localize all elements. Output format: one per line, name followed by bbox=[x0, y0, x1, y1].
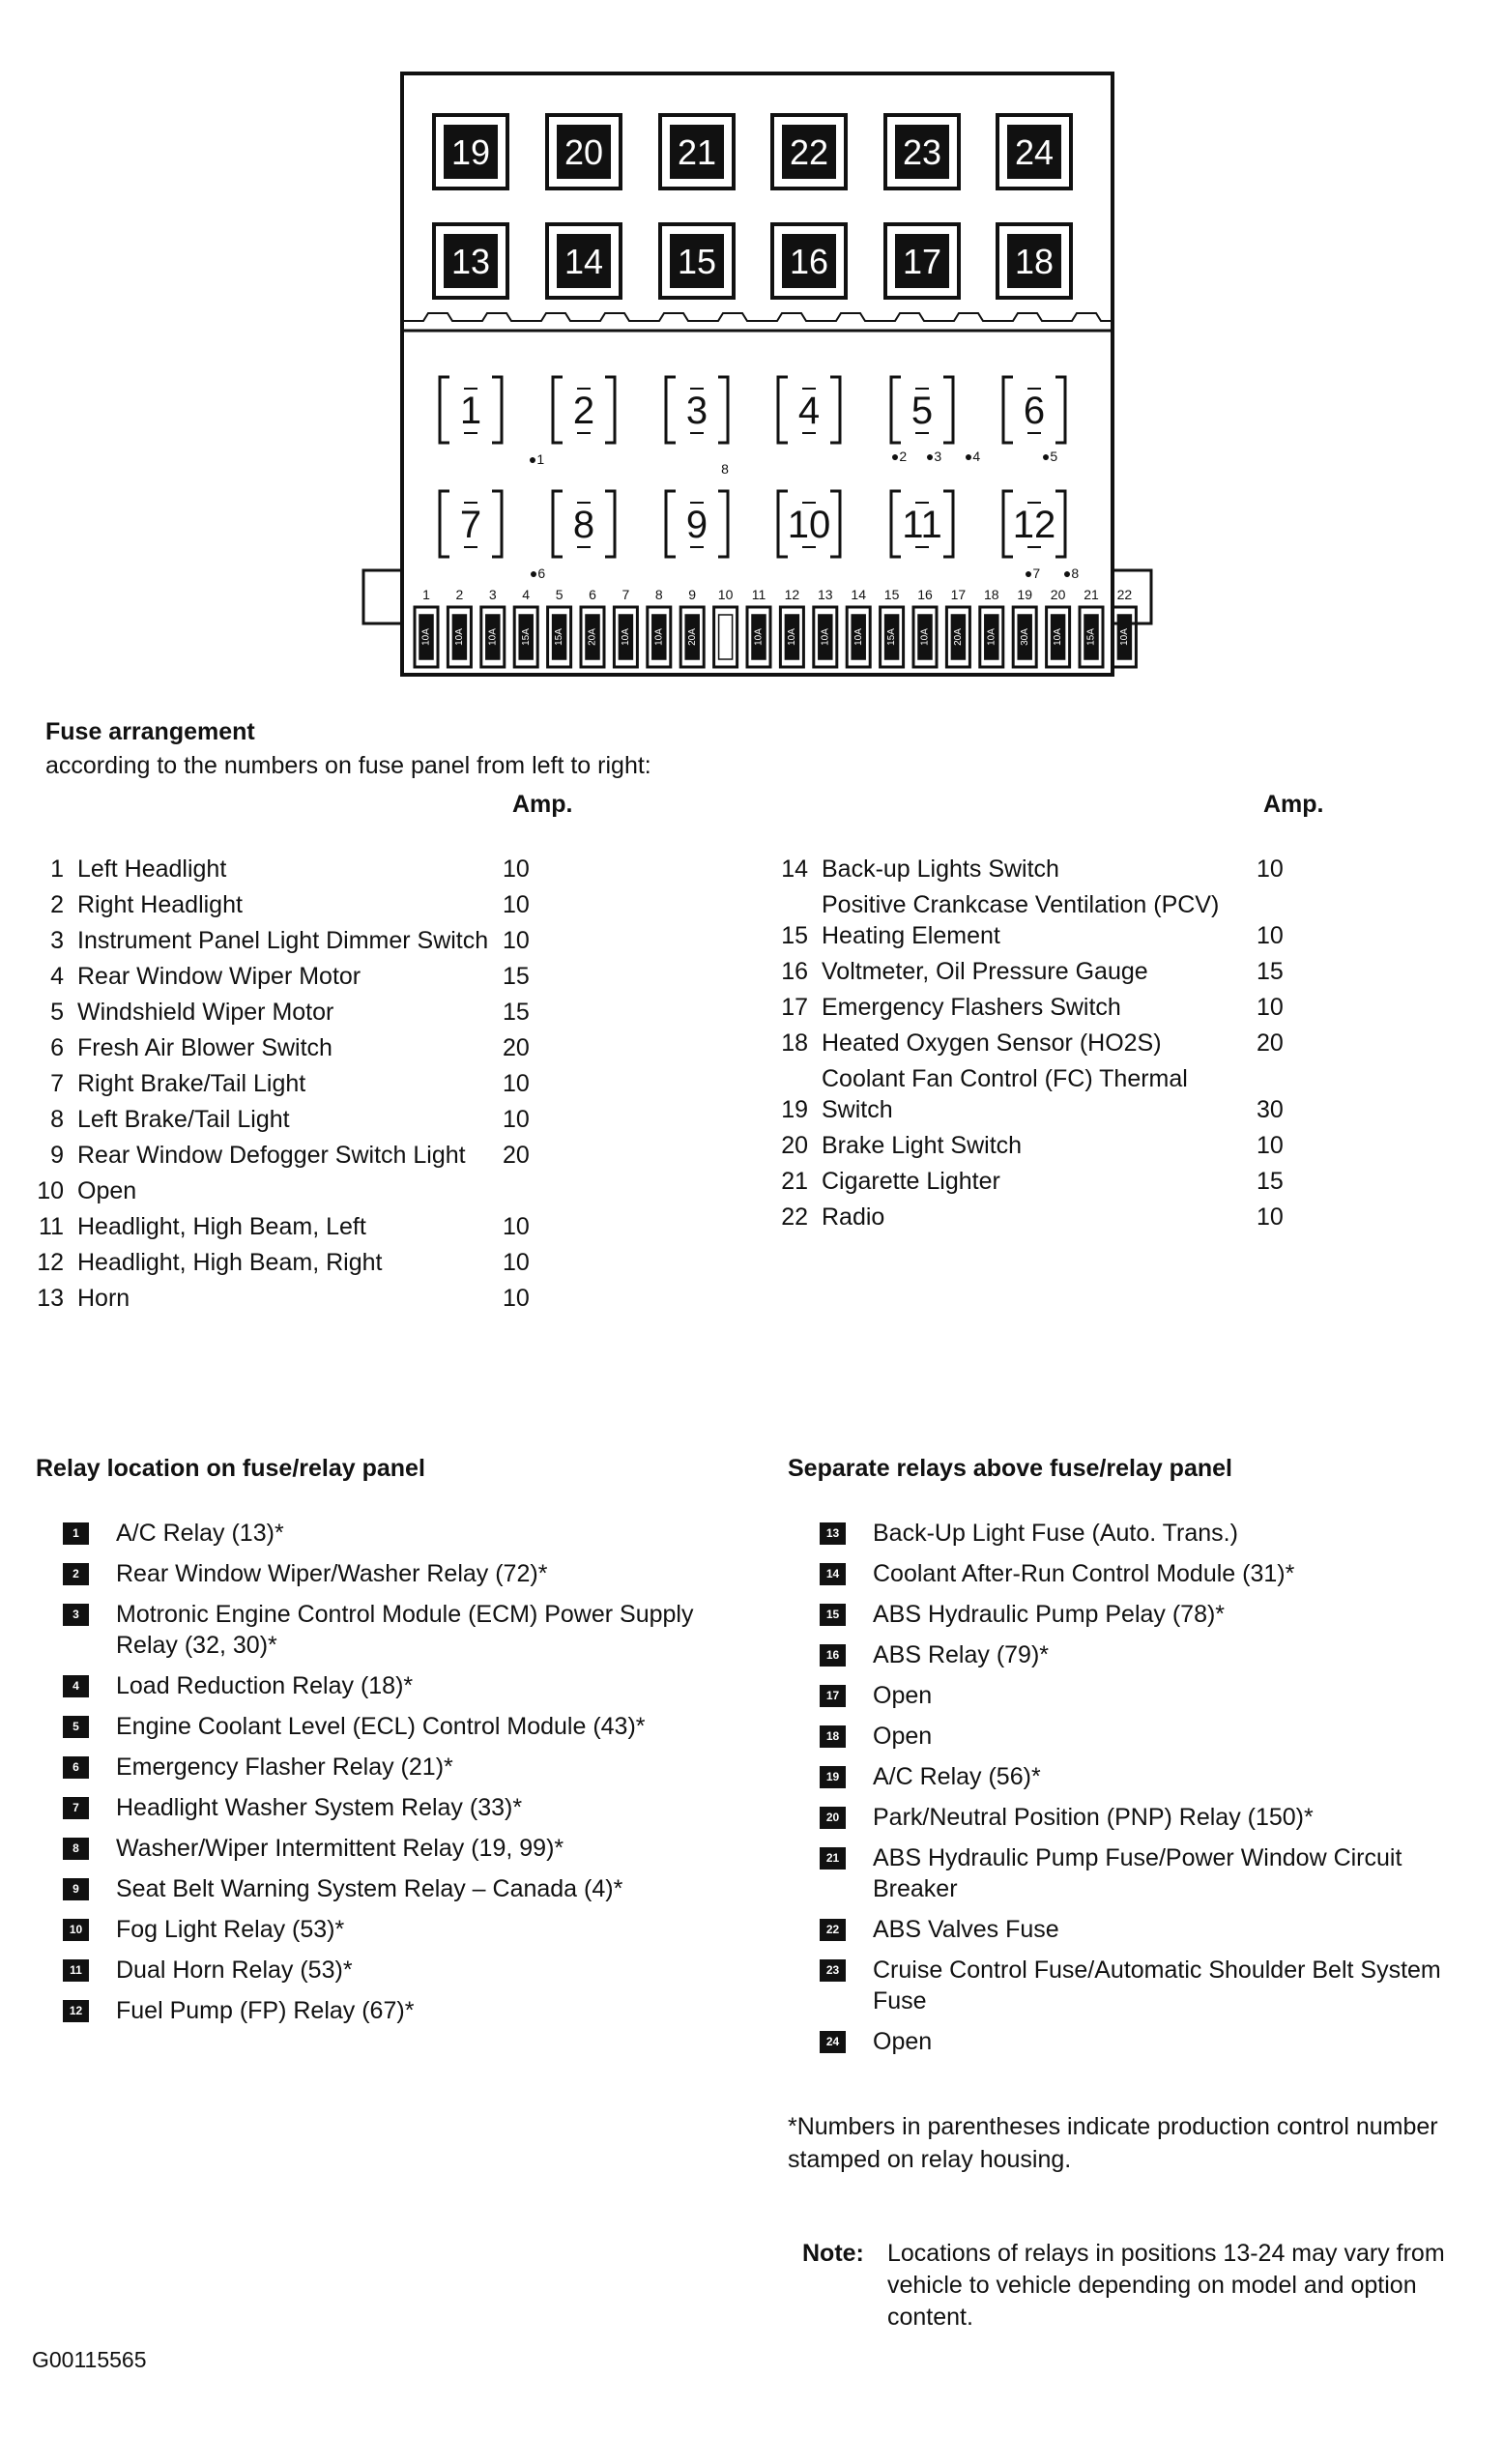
relay-mid1-number: 5 bbox=[910, 390, 934, 432]
relay-mid2-bracket-left bbox=[553, 491, 563, 557]
fuse-number: 8 bbox=[50, 1106, 64, 1133]
fuse-amperage: 10 bbox=[1257, 855, 1284, 883]
fuse-row bbox=[29, 1140, 561, 1171]
fuse-row bbox=[29, 889, 561, 920]
fuse-amperage: 15 bbox=[503, 963, 530, 990]
fuse-number: 16 bbox=[781, 958, 808, 985]
relay-item bbox=[820, 1639, 1472, 1670]
fuse-number: 18 bbox=[781, 1029, 808, 1057]
fuse-row bbox=[773, 956, 1315, 987]
fuse-slot-number: 5 bbox=[555, 587, 564, 602]
relay-mid2-bracket-left bbox=[666, 491, 676, 557]
relay-top-number: 24 bbox=[1014, 132, 1055, 172]
fuse-description: Heated Oxygen Sensor (HO2S) bbox=[822, 1029, 1162, 1057]
fuse-number: 10 bbox=[37, 1177, 64, 1204]
relay-description: Dual Horn Relay (53)* bbox=[116, 1957, 353, 1984]
fuse-description: Open bbox=[77, 1177, 137, 1204]
fuse-slot-number: 11 bbox=[751, 587, 766, 602]
fuse-rating: 10A bbox=[621, 628, 632, 646]
relay-mid2-bracket-right bbox=[492, 491, 502, 557]
relay-mid1-bracket-right bbox=[943, 377, 953, 443]
fuse-number: 11 bbox=[39, 1213, 64, 1240]
fuse-description: Coolant Fan Control (FC) Thermal Switch bbox=[822, 1065, 1188, 1123]
fuse-description: Headlight, High Beam, Left bbox=[77, 1213, 366, 1240]
relay-second-number: 16 bbox=[789, 242, 829, 281]
relay-item bbox=[820, 1761, 1472, 1792]
relay-second-number: 18 bbox=[1014, 242, 1055, 281]
fuse-rating: 20A bbox=[686, 628, 698, 646]
fuse-number: 7 bbox=[50, 1070, 64, 1097]
fuse-rating: 10A bbox=[454, 628, 466, 646]
fuse-amperage: 10 bbox=[1257, 1203, 1284, 1231]
dot-marker: ●4 bbox=[964, 449, 981, 464]
fuse-slot-number: 3 bbox=[488, 587, 497, 602]
relay-item bbox=[820, 1599, 1472, 1630]
relay-number-badge: 1 bbox=[63, 1522, 89, 1545]
fuse-panel-diagram bbox=[358, 68, 1189, 686]
relay-item bbox=[820, 1842, 1472, 1904]
relay-top-number: 21 bbox=[677, 132, 717, 172]
fuse-row bbox=[29, 854, 561, 884]
fuse-slot-number: 2 bbox=[455, 587, 464, 602]
relay-item bbox=[820, 1721, 1472, 1752]
fuse-row bbox=[773, 889, 1315, 951]
fuse-slot-number: 20 bbox=[1050, 587, 1066, 602]
relay-number-badge: 21 bbox=[820, 1847, 846, 1870]
fuse-amperage: 15 bbox=[1257, 1168, 1284, 1195]
relay-item bbox=[63, 1792, 715, 1823]
relay-mid1-bracket-right bbox=[605, 377, 615, 443]
fuse-row bbox=[29, 961, 561, 992]
relay-top-number: 22 bbox=[789, 132, 829, 172]
dot-marker: 8 bbox=[721, 461, 729, 477]
fuse-rating: 20A bbox=[953, 628, 965, 646]
fuse-rating: 10A bbox=[919, 628, 931, 646]
relay-top-number: 20 bbox=[564, 132, 604, 172]
relay-number-badge: 15 bbox=[820, 1604, 846, 1626]
fuse-row bbox=[29, 997, 561, 1028]
relay-number-badge: 24 bbox=[820, 2031, 846, 2053]
fuse-slot-number: 13 bbox=[818, 587, 833, 602]
fuse-description: Cigarette Lighter bbox=[822, 1168, 1000, 1195]
fuse-amperage: 10 bbox=[503, 1070, 530, 1097]
relay-number-badge: 12 bbox=[63, 2000, 89, 2022]
fuse-amperage: 10 bbox=[503, 1285, 530, 1312]
relay-number-badge: 6 bbox=[63, 1756, 89, 1779]
relay-mid2-bracket-left bbox=[1003, 491, 1013, 557]
relay-top-number: 23 bbox=[902, 132, 942, 172]
fuse-description: Horn bbox=[77, 1285, 130, 1312]
fuse-description: Emergency Flashers Switch bbox=[822, 994, 1121, 1021]
relay-second-number: 13 bbox=[450, 242, 491, 281]
fuse-arrangement-subtitle: according to the numbers on fuse panel from left to right: bbox=[45, 752, 651, 779]
relay-number-badge: 8 bbox=[63, 1838, 89, 1860]
fuse-row bbox=[29, 1211, 561, 1242]
fuse-number: 17 bbox=[781, 994, 808, 1021]
relay-description: Back-Up Light Fuse (Auto. Trans.) bbox=[873, 1520, 1238, 1547]
relay-mid2-number: 10 bbox=[787, 504, 831, 546]
fuse-slot-number: 16 bbox=[917, 587, 933, 602]
fuse-description: Left Brake/Tail Light bbox=[77, 1106, 290, 1133]
relay-description: Fuel Pump (FP) Relay (67)* bbox=[116, 1997, 415, 2024]
relay-mid2-number: 12 bbox=[1012, 504, 1056, 546]
relay-number-badge: 19 bbox=[820, 1766, 846, 1788]
fuse-number: 22 bbox=[781, 1203, 808, 1231]
fuse-rating: 15A bbox=[554, 628, 565, 646]
relay-item bbox=[820, 1914, 1472, 1945]
fuse-number: 6 bbox=[50, 1034, 64, 1061]
fuse-rating: 15A bbox=[520, 628, 532, 646]
fuse-row bbox=[29, 925, 561, 956]
fuse-amperage: 10 bbox=[503, 927, 530, 954]
fuse-amperage: 10 bbox=[503, 891, 530, 918]
fuse-amperage: 10 bbox=[1257, 994, 1284, 1021]
fuse-row bbox=[773, 1028, 1315, 1058]
relay-description: Engine Coolant Level (ECL) Control Module (43)* bbox=[116, 1713, 646, 1740]
relay-description: Park/Neutral Position (PNP) Relay (150)* bbox=[873, 1804, 1314, 1831]
fuse-rating: 10A bbox=[787, 628, 798, 646]
fuse-rating: 10A bbox=[986, 628, 997, 646]
fuse-amperage: 20 bbox=[503, 1034, 530, 1061]
separate-relays-title: Separate relays above fuse/relay panel bbox=[788, 1455, 1232, 1482]
relay-item bbox=[820, 1518, 1472, 1549]
note-text: Locations of relays in positions 13-24 may vary from vehicle to vehicle depending on model and option content. bbox=[887, 2240, 1445, 2331]
relay-mid1-number: 4 bbox=[797, 390, 821, 432]
fuse-number: 15 bbox=[781, 922, 808, 949]
fuse-slot-number: 9 bbox=[688, 587, 697, 602]
fuse-description: Fresh Air Blower Switch bbox=[77, 1034, 332, 1061]
fuse-number: 9 bbox=[50, 1142, 64, 1169]
fuse-number: 20 bbox=[781, 1132, 808, 1159]
fuse-amperage: 10 bbox=[503, 855, 530, 883]
fuse-row bbox=[29, 1175, 561, 1206]
fuse-amperage: 15 bbox=[1257, 958, 1284, 985]
fuse-slot-number: 10 bbox=[717, 587, 734, 602]
fuse-number: 19 bbox=[781, 1096, 808, 1123]
fuse-description: Instrument Panel Light Dimmer Switch bbox=[77, 927, 489, 954]
relay-mid1-bracket-left bbox=[553, 377, 563, 443]
fuse-slot-number: 4 bbox=[522, 587, 531, 602]
fuse-description: Voltmeter, Oil Pressure Gauge bbox=[822, 958, 1148, 985]
relay-description: Cruise Control Fuse/Automatic Shoulder Belt System Fuse bbox=[873, 1957, 1441, 2015]
dot-marker: ●1 bbox=[528, 451, 545, 467]
relay-item bbox=[63, 1599, 715, 1661]
fuse-amperage: 10 bbox=[503, 1106, 530, 1133]
figure-code: G00115565 bbox=[32, 2347, 147, 2372]
relay-mid1-bracket-right bbox=[718, 377, 728, 443]
relay-item bbox=[63, 1955, 715, 1986]
relay-number-badge: 16 bbox=[820, 1644, 846, 1667]
relay-mid2-number: 7 bbox=[459, 504, 482, 546]
relay-description: ABS Hydraulic Pump Fuse/Power Window Circuit Breaker bbox=[873, 1844, 1402, 1902]
relay-item bbox=[820, 2026, 1472, 2057]
fuse-rating: 10A bbox=[753, 628, 765, 646]
fuse-rating: 10A bbox=[653, 628, 665, 646]
fuse-row bbox=[773, 1130, 1315, 1161]
relay-mid2-bracket-left bbox=[440, 491, 449, 557]
relay-second-number: 14 bbox=[564, 242, 604, 281]
relay-mid1-bracket-left bbox=[778, 377, 788, 443]
fuse-number: 21 bbox=[781, 1168, 808, 1195]
fuse-row bbox=[29, 1104, 561, 1135]
relay-location-list bbox=[63, 1518, 715, 2036]
fuse-row bbox=[773, 1063, 1315, 1125]
relay-mid2-bracket-left bbox=[778, 491, 788, 557]
relay-description: Open bbox=[873, 1682, 933, 1709]
relay-item bbox=[63, 1558, 715, 1589]
dot-marker: ●3 bbox=[925, 449, 942, 464]
fuse-number: 14 bbox=[781, 855, 808, 883]
fuse-slot-number: 14 bbox=[851, 587, 866, 602]
relay-second-number: 15 bbox=[677, 242, 717, 281]
relay-item bbox=[820, 1955, 1472, 2016]
relay-second-number: 17 bbox=[902, 242, 942, 281]
relay-mid2-bracket-right bbox=[718, 491, 728, 557]
relay-mid1-bracket-right bbox=[492, 377, 502, 443]
fuse-arrangement-title: Fuse arrangement bbox=[45, 718, 255, 745]
relay-description: A/C Relay (56)* bbox=[873, 1763, 1041, 1790]
fuse-description: Back-up Lights Switch bbox=[822, 855, 1059, 883]
relay-number-badge: 18 bbox=[820, 1725, 846, 1748]
fuse-description: Brake Light Switch bbox=[822, 1132, 1023, 1159]
dot-marker: ●7 bbox=[1024, 565, 1041, 581]
fuse-row bbox=[29, 1032, 561, 1063]
fuse-amperage: 30 bbox=[1257, 1096, 1284, 1123]
relay-item bbox=[63, 1752, 715, 1783]
relay-number-badge: 10 bbox=[63, 1919, 89, 1941]
fuse-number: 1 bbox=[50, 855, 64, 883]
relay-number-badge: 23 bbox=[820, 1959, 846, 1982]
relay-item bbox=[820, 1802, 1472, 1833]
fuse-rating: 20A bbox=[587, 628, 598, 646]
dot-marker: ●6 bbox=[529, 565, 546, 581]
fuse-number: 3 bbox=[50, 927, 64, 954]
relay-description: Headlight Washer System Relay (33)* bbox=[116, 1794, 523, 1821]
relay-mid1-bracket-left bbox=[666, 377, 676, 443]
relay-item bbox=[63, 1670, 715, 1701]
dot-marker: ●5 bbox=[1041, 449, 1058, 464]
relay-description: Washer/Wiper Intermittent Relay (19, 99)* bbox=[116, 1835, 564, 1862]
relay-item bbox=[63, 1833, 715, 1864]
fuse-slot-number: 18 bbox=[984, 587, 999, 602]
relay-item bbox=[63, 1518, 715, 1549]
fuse-list-left bbox=[29, 854, 561, 1319]
relay-description: Open bbox=[873, 2028, 933, 2055]
fuse-rating: 15A bbox=[886, 628, 898, 646]
relay-mid2-number: 8 bbox=[572, 504, 595, 546]
relay-mid2-bracket-right bbox=[605, 491, 615, 557]
fuse-number: 5 bbox=[50, 999, 64, 1026]
relay-number-badge: 13 bbox=[820, 1522, 846, 1545]
relay-mid1-bracket-left bbox=[891, 377, 901, 443]
relay-number-badge: 20 bbox=[820, 1807, 846, 1829]
relay-item bbox=[63, 1914, 715, 1945]
fuse-description: Right Headlight bbox=[77, 891, 243, 918]
fuse-rating: 10A bbox=[1119, 628, 1131, 646]
relay-number-badge: 7 bbox=[63, 1797, 89, 1819]
fuse-row bbox=[29, 1247, 561, 1278]
relay-number-badge: 4 bbox=[63, 1675, 89, 1697]
relay-mid1-bracket-left bbox=[440, 377, 449, 443]
fuse-description: Headlight, High Beam, Right bbox=[77, 1249, 383, 1276]
fuse-slot-number: 21 bbox=[1084, 587, 1099, 602]
fuse-description: Rear Window Wiper Motor bbox=[77, 963, 361, 990]
fuse-slot-number: 7 bbox=[621, 587, 630, 602]
fuse-rating: 10A bbox=[820, 628, 831, 646]
relay-description: Seat Belt Warning System Relay – Canada (4)* bbox=[116, 1875, 623, 1902]
fuse-row bbox=[29, 1068, 561, 1099]
relay-description: ABS Relay (79)* bbox=[873, 1641, 1050, 1668]
fuse-rating: 10A bbox=[487, 628, 499, 646]
relay-mid2-bracket-right bbox=[830, 491, 840, 557]
relay-mid1-number: 3 bbox=[685, 390, 708, 432]
relay-mid1-bracket-right bbox=[830, 377, 840, 443]
relay-description: A/C Relay (13)* bbox=[116, 1520, 284, 1547]
relay-mid2-bracket-right bbox=[1055, 491, 1065, 557]
fuse-row bbox=[773, 992, 1315, 1023]
fuse-slot-number: 8 bbox=[654, 587, 663, 602]
relay-connector-line bbox=[404, 313, 1112, 321]
dot-marker: ●2 bbox=[890, 449, 908, 464]
relay-item bbox=[63, 1873, 715, 1904]
fuse-panel-drawing bbox=[358, 68, 1189, 686]
relay-number-badge: 14 bbox=[820, 1563, 846, 1585]
relay-mid2-number: 9 bbox=[685, 504, 708, 546]
relay-number-badge: 11 bbox=[63, 1959, 89, 1982]
fuse-number: 12 bbox=[37, 1249, 64, 1276]
relay-mid2-number: 11 bbox=[902, 504, 942, 546]
fuse-number: 13 bbox=[37, 1285, 64, 1312]
fuse-slot-number: 6 bbox=[589, 587, 596, 602]
relay-description: ABS Hydraulic Pump Pelay (78)* bbox=[873, 1601, 1226, 1628]
fuse-rating: 15A bbox=[1085, 628, 1097, 646]
relay-description: Fog Light Relay (53)* bbox=[116, 1916, 345, 1943]
fuse-description: Right Brake/Tail Light bbox=[77, 1070, 306, 1097]
fuse-list-right bbox=[773, 854, 1315, 1237]
fuse-rating: 10A bbox=[1053, 628, 1064, 646]
note bbox=[802, 2238, 1487, 2334]
relay-mid1-bracket-right bbox=[1055, 377, 1065, 443]
relay-number-badge: 2 bbox=[63, 1563, 89, 1585]
relay-top-number: 19 bbox=[450, 132, 491, 172]
relay-number-badge: 22 bbox=[820, 1919, 846, 1941]
amp-header-right: Amp. bbox=[1263, 791, 1324, 818]
relay-number-badge: 17 bbox=[820, 1685, 846, 1707]
amp-header-left: Amp. bbox=[512, 791, 573, 818]
fuse-row bbox=[29, 1283, 561, 1314]
relay-description: ABS Valves Fuse bbox=[873, 1916, 1059, 1943]
fuse-slot-number: 17 bbox=[950, 587, 967, 602]
fuse-amperage: 20 bbox=[1257, 1029, 1284, 1057]
note-label: Note: bbox=[802, 2240, 864, 2267]
fuse-rating: 10A bbox=[420, 628, 432, 646]
fuse-amperage: 10 bbox=[503, 1213, 530, 1240]
relay-mid2-bracket-right bbox=[943, 491, 953, 557]
relay-number-badge: 5 bbox=[63, 1716, 89, 1738]
fuse-number: 2 bbox=[50, 891, 64, 918]
fuse-amperage: 10 bbox=[1257, 922, 1284, 949]
relay-description: Rear Window Wiper/Washer Relay (72)* bbox=[116, 1560, 548, 1587]
relay-mid1-number: 6 bbox=[1023, 390, 1046, 432]
relay-description: Coolant After-Run Control Module (31)* bbox=[873, 1560, 1295, 1587]
fuse-body bbox=[719, 615, 733, 659]
relay-number-badge: 9 bbox=[63, 1878, 89, 1900]
footnote: *Numbers in parentheses indicate production control number stamped on relay housing. bbox=[788, 2113, 1438, 2173]
fuse-slot bbox=[714, 607, 737, 667]
fuse-slot-number: 12 bbox=[784, 587, 800, 602]
relay-description: Motronic Engine Control Module (ECM) Power Supply Relay (32, 30)* bbox=[116, 1601, 694, 1659]
fuse-description: Rear Window Defogger Switch Light bbox=[77, 1142, 466, 1169]
fuse-amperage: 20 bbox=[503, 1142, 530, 1169]
relay-item bbox=[63, 1995, 715, 2026]
relay-item bbox=[820, 1558, 1472, 1589]
fuse-row bbox=[773, 854, 1315, 884]
fuse-rating: 10A bbox=[853, 628, 864, 646]
relay-item bbox=[820, 1680, 1472, 1711]
fuse-description: Windshield Wiper Motor bbox=[77, 999, 334, 1026]
dot-marker: ●8 bbox=[1062, 565, 1080, 581]
separate-relays-list bbox=[820, 1518, 1472, 2067]
relay-location-title: Relay location on fuse/relay panel bbox=[36, 1455, 425, 1482]
fuse-number: 4 bbox=[50, 963, 64, 990]
panel-left-tab bbox=[363, 570, 402, 623]
relay-item bbox=[63, 1711, 715, 1742]
fuse-slot-number: 22 bbox=[1116, 587, 1133, 602]
relay-description: Open bbox=[873, 1723, 933, 1750]
relay-mid1-bracket-left bbox=[1003, 377, 1013, 443]
fuse-slot-number: 1 bbox=[422, 587, 430, 602]
fuse-slot-number: 19 bbox=[1017, 587, 1032, 602]
fuse-rating: 30A bbox=[1019, 628, 1030, 646]
fuse-amperage: 15 bbox=[503, 999, 530, 1026]
relay-number-badge: 3 bbox=[63, 1604, 89, 1626]
fuse-description: Left Headlight bbox=[77, 855, 227, 883]
fuse-row bbox=[773, 1166, 1315, 1197]
fuse-row bbox=[773, 1202, 1315, 1232]
fuse-amperage: 10 bbox=[1257, 1132, 1284, 1159]
relay-description: Load Reduction Relay (18)* bbox=[116, 1672, 414, 1699]
fuse-slot-number: 15 bbox=[883, 587, 900, 602]
relay-description: Emergency Flasher Relay (21)* bbox=[116, 1754, 453, 1781]
relay-mid1-number: 1 bbox=[459, 390, 482, 432]
relay-mid1-number: 2 bbox=[572, 390, 595, 432]
relay-mid2-bracket-left bbox=[891, 491, 901, 557]
fuse-amperage: 10 bbox=[503, 1249, 530, 1276]
fuse-description: Radio bbox=[822, 1203, 885, 1231]
fuse-description: Positive Crankcase Ventilation (PCV) Heating Element bbox=[822, 891, 1220, 949]
